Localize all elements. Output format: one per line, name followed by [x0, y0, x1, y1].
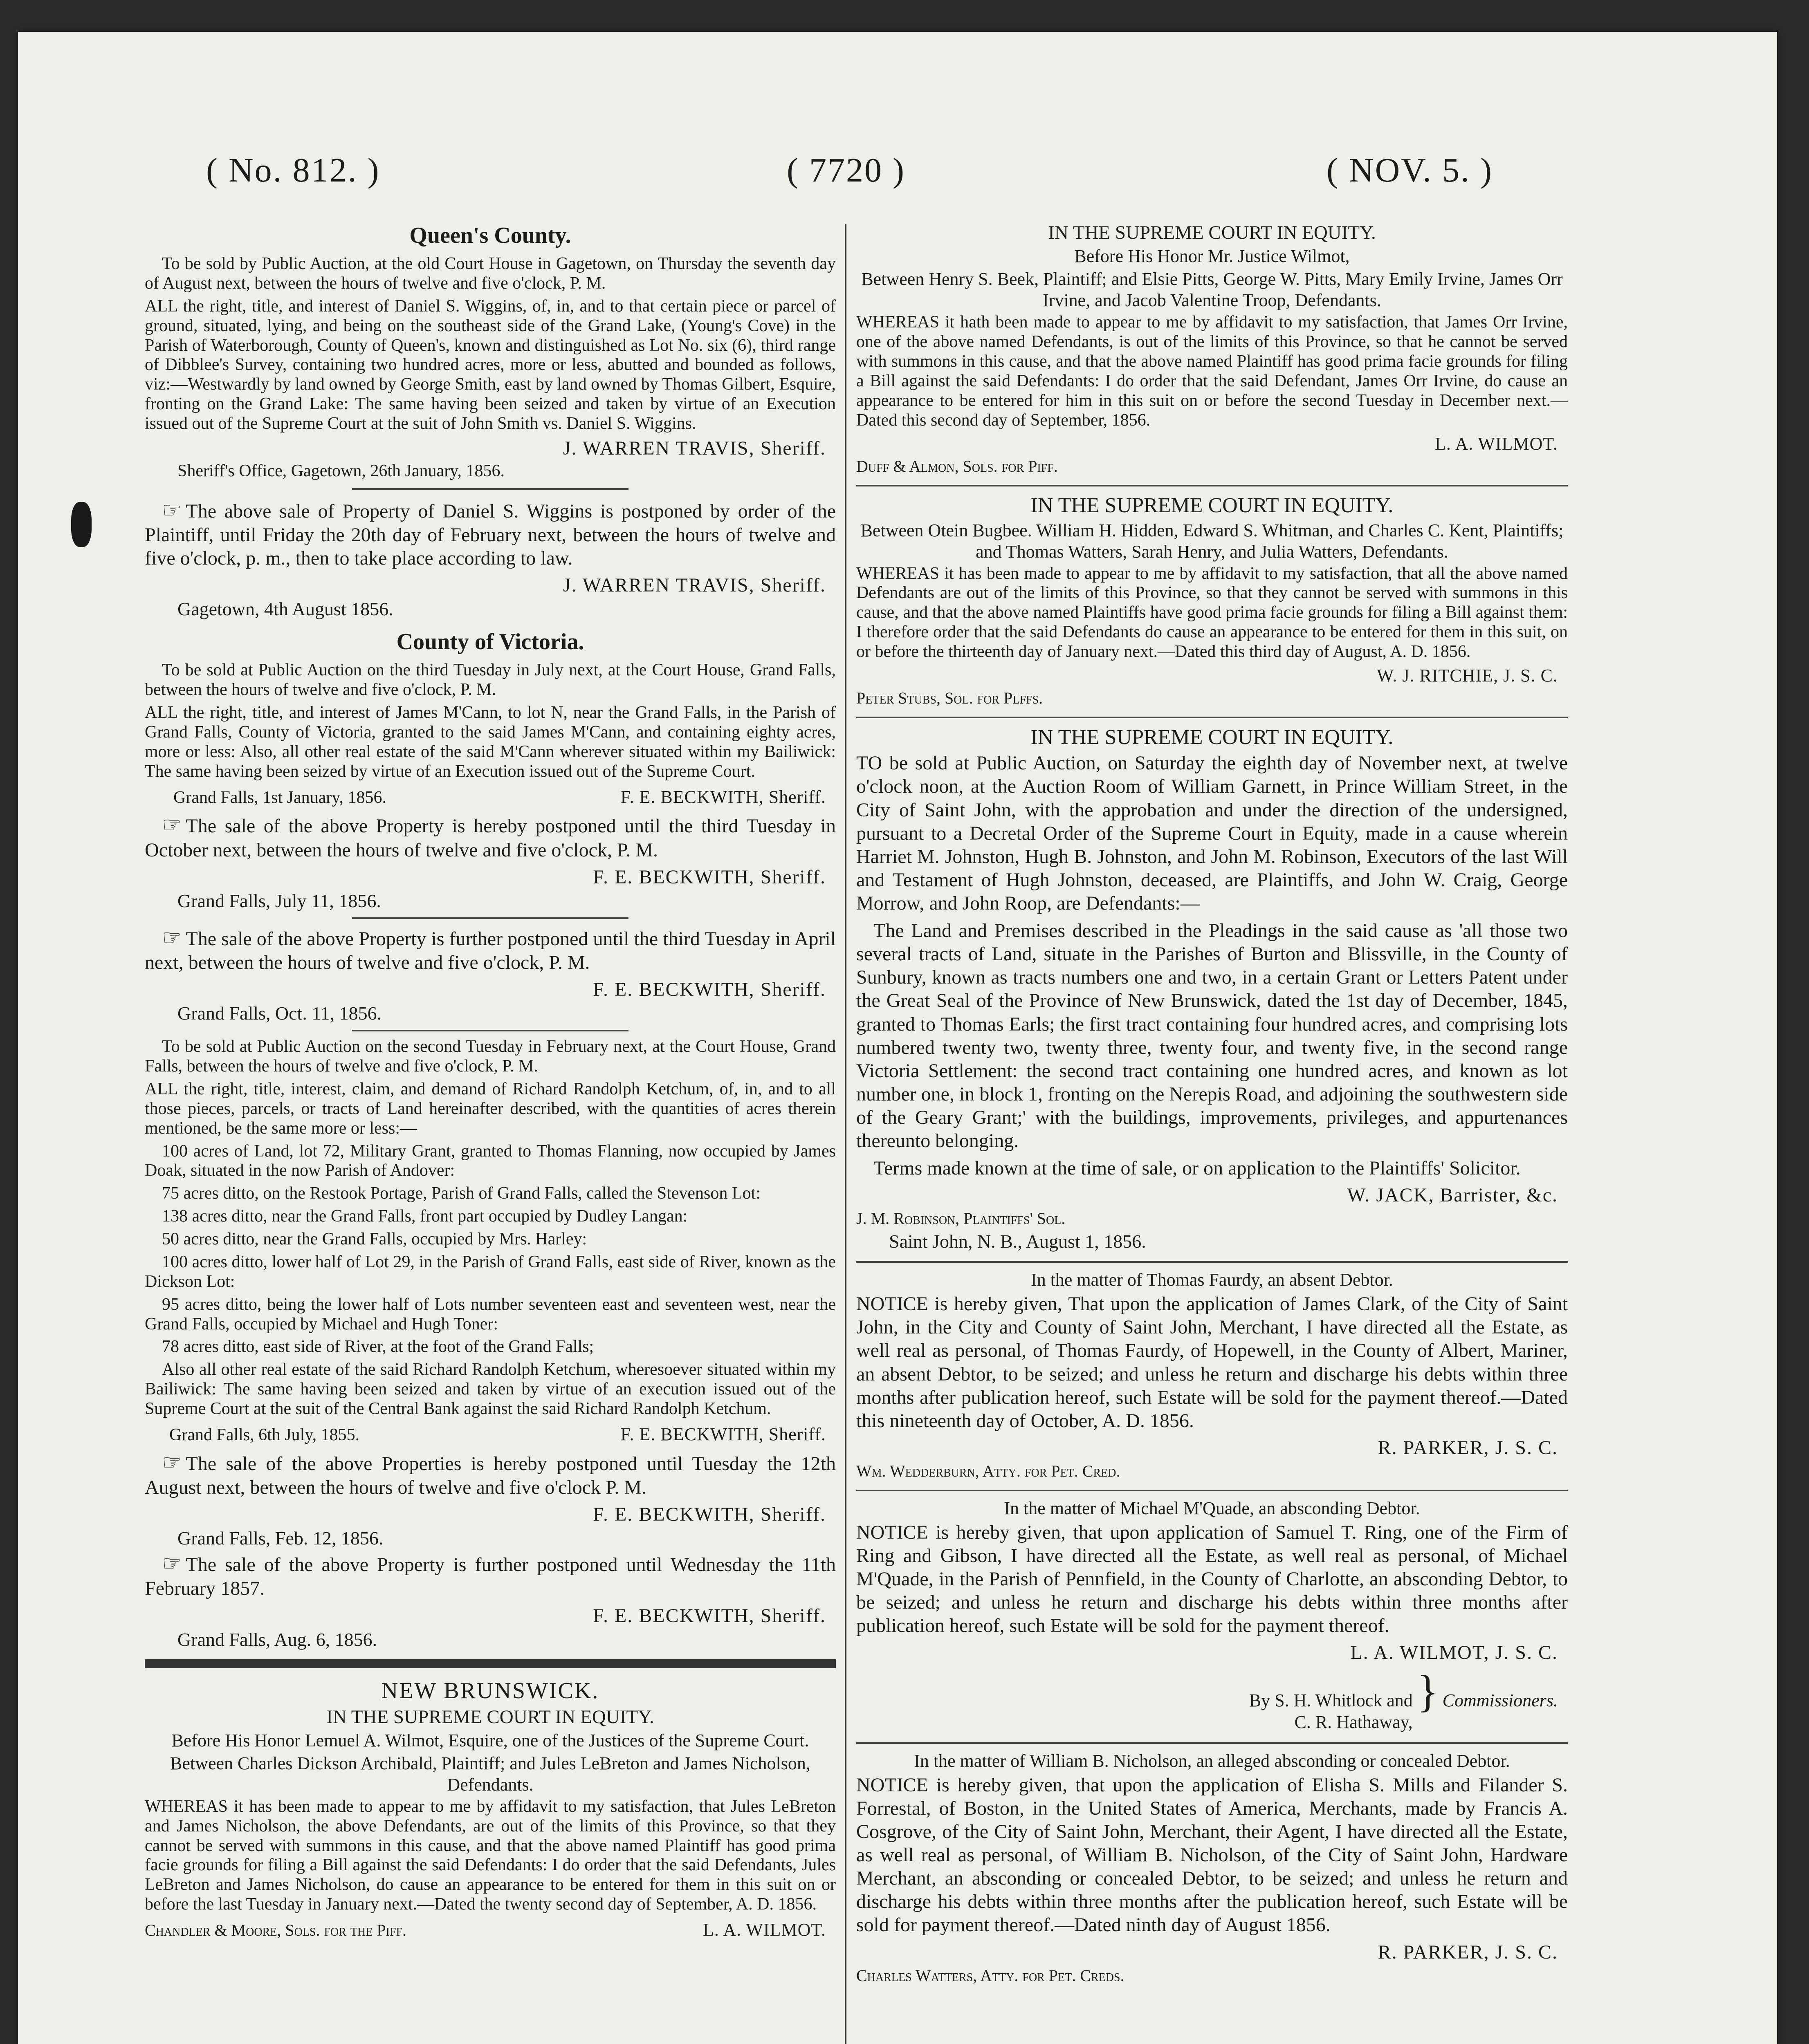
court-title: IN THE SUPREME COURT IN EQUITY. [1030, 725, 1394, 749]
victoria-county-notice [145, 629, 836, 1650]
judge-signature: L. A. WILMOT, J. S. C. [1350, 1642, 1558, 1664]
johnston-sale-notice [856, 725, 1568, 1252]
divider [856, 717, 1568, 718]
postponement-note [145, 812, 836, 861]
lot-item: 100 acres ditto, lower half of Lot 29, in the Parish of Grand Falls, east side of River, known as the Dickson Lot: [145, 1252, 836, 1291]
solicitor: J. M. Robinson, Plaintiffs' Sol. [856, 1209, 1066, 1228]
sheriff-signature: F. E. BECKWITH, Sheriff. [593, 866, 826, 888]
notice-title: In the matter of Thomas Faurdy, an absent Debtor. [1031, 1270, 1393, 1290]
notice-body: NOTICE is hereby given, That upon the application of James Clark, of the City of Saint John, in the City and County of Saint John, Merchant, I have directed all the Estate, as well real as personal, of Thomas Faurdy, of Hopewell, in the County of Albert, Mariner, an absent Debtor, to be seized; and unless he return and discharge his debts within three months after publication hereof, such Estate will be sold for the payment thereof.—Dated this nineteenth day of October, A. D. 1856. [856, 1293, 1568, 1432]
lot-item: Also all other real estate of the said Richard Randolph Ketchum, wheresoever situated within my Bailiwick: The same having been seized and taken by virtue of an execution issued out of the Supreme Court at the suit of the Central Bank against the said Richard Randolph Ketchum. [145, 1360, 836, 1419]
judge-line: Before His Honor Mr. Justice Wilmot, [1074, 246, 1350, 267]
new-brunswick-notice [145, 1677, 836, 1943]
postponement-text: The sale of the above Property is further postponed until Wednesday the 11th February 1857. [145, 1554, 836, 1600]
judge-signature: L. A. WILMOT. [703, 1920, 826, 1940]
sheriff-signature: J. WARREN TRAVIS, Sheriff. [563, 437, 826, 459]
auction-intro: To be sold by Public Auction, at the old Court House in Gagetown, on Thursday the seventh day of August next, between the hours of twelve and five o'clock, P. M. [145, 254, 836, 293]
judge-signature: W. J. RITCHIE, J. S. C. [1376, 665, 1558, 686]
dateline: Grand Falls, Feb. 12, 1856. [177, 1528, 384, 1549]
solicitors: Chandler & Moore, Sols. for the Piff. [145, 1921, 407, 1940]
divider [352, 488, 628, 490]
notice-body: ALL the right, title, and interest of Daniel S. Wiggins, of, in, and to that certain piece or parcel of ground, situated, lying, and being on the southeast side of the Grand Lake, (Young's Cove) in the Parish of Waterborough, County of Queen's, known and distinguished as Lot No. six (6), third range of Dibblee's Survey, containing two hundred acres, more or less, abutted and bounded as follows, viz:—Westwardly by land owned by George Smith, east by land owned by Thomas Gilbert, Esquire, fronting on the Grand Lake: The same having been seized and taken by virtue of an Execution issued out of the Supreme Court at the suit of John Smith vs. Daniel S. Wiggins. [145, 296, 836, 433]
mquade-debtor-notice [856, 1498, 1568, 1733]
divider [856, 485, 1568, 486]
lot-item: 75 acres ditto, on the Restook Portage, Parish of Grand Falls, called the Stevenson Lot: [162, 1184, 761, 1203]
notice-body: WHEREAS it hath been made to appear to me by affidavit to my satisfaction, that James Orr Irvine, one of the above named Defendants, is out of the limits of this Province, so that he cannot be served with summons in this cause, and that the above named Plaintiff has good prima facie grounds for filing a Bill against the said Defendants: I do order that the said Defendant, James Orr Irvine, do cause an appearance to be entered for him in this suit on or before the second Tuesday in December next.—Dated this second day of September, 1856. [856, 313, 1568, 430]
pointing-hand-icon: ☞ [162, 1450, 182, 1475]
pointing-hand-icon: ☞ [162, 925, 182, 950]
postponement-note [145, 497, 836, 570]
divider [856, 1490, 1568, 1491]
notice-body: WHEREAS it has been made to appear to me by affidavit to my satisfaction, that Jules LeBreton and James Nicholson, the above Defendants, are out of the limits of this Province, so that they cannot be served with summons in this cause, and that the above named Plaintiff has good prima facie grounds for filing a Bill against the said Defendants: I do order that the said Defendants, Jules LeBreton and James Nicholson, do cause an appearance to be entered for them in this suit on or before the last Tuesday in January next.—Dated the twenty second day of September, A. D. 1856. [145, 1797, 836, 1914]
brace-glyph: } [1416, 1666, 1439, 1717]
notice-body: ALL the right, title, interest, claim, and demand of Richard Randolph Ketchum, of, in, and to all those pieces, parcels, or tracts of Land hereinafter described, with the quantities of acres therein mentioned, be the same more or less:— [145, 1079, 836, 1138]
parties: Between Otein Bugbee. William H. Hidden, Edward S. Whitman, and Charles C. Kent, Plaintiffs; and Thomas Watters, Sarah Henry, and Julia Watters, Defendants. [860, 520, 1564, 562]
lot-item: 78 acres ditto, east side of River, at the foot of the Grand Falls; [162, 1337, 594, 1356]
lot-item: 100 acres of Land, lot 72, Military Grant, granted to Thomas Flanning, now occupied by James Doak, situated in the now Parish of Andover: [145, 1141, 836, 1180]
postponement-text: The sale of the above Property is hereby postponed until the third Tuesday in October next, between the hours of twelve and five o'clock, P. M. [145, 815, 836, 861]
dateline: Saint John, N. B., August 1, 1856. [889, 1231, 1146, 1252]
terms: Terms made known at the time of sale, or on application to the Plaintiffs' Solicitor. [873, 1157, 1521, 1179]
sheriff-signature: F. E. BECKWITH, Sheriff. [620, 1424, 826, 1444]
pointing-hand-icon: ☞ [162, 813, 182, 838]
judge-signature: R. PARKER, J. S. C. [1378, 1437, 1558, 1459]
bugbee-equity-notice [856, 493, 1568, 708]
postponement-note [145, 925, 836, 974]
sheriff-signature: F. E. BECKWITH, Sheriff. [593, 1605, 826, 1627]
nicholson-debtor-notice [856, 1750, 1568, 1985]
double-rule [145, 1659, 836, 1668]
divider [856, 1261, 1568, 1263]
dateline: Grand Falls, 1st January, 1856. [173, 788, 387, 807]
divider [856, 1742, 1568, 1744]
auction-intro: To be sold at Public Auction on the third Tuesday in July next, at the Court House, Grand Falls, between the hours of twelve and five o'clock, P. M. [145, 661, 836, 699]
commissioner-line: By S. H. Whitlock and [1249, 1690, 1413, 1711]
dateline: Grand Falls, Aug. 6, 1856. [177, 1629, 377, 1650]
section-title: NEW BRUNSWICK. [381, 1678, 599, 1703]
date-signature-row [145, 785, 836, 811]
newspaper-page [18, 32, 1777, 2044]
judge-line: Before His Honor Lemuel A. Wilmot, Esquire, one of the Justices of the Supreme Court. [171, 1730, 809, 1751]
divider [352, 1030, 628, 1031]
commissioners-block [856, 1665, 1558, 1733]
signature-row [145, 1918, 836, 1942]
section-title: Queen's County. [409, 223, 571, 248]
date-signature-row [145, 1422, 836, 1448]
lot-item: 138 acres ditto, near the Grand Falls, front part occupied by Dudley Langan: [162, 1207, 688, 1226]
ink-blot [71, 502, 92, 547]
divider [352, 917, 628, 919]
notice-body: NOTICE is hereby given, that upon the application of Elisha S. Mills and Filander S. Forrestal, of Boston, in the United States of America, Merchants, made by Francis A. Cosgrove, of the City of Saint John, Merchant, their Agent, I have directed all the Estate, as well real as personal, of William B. Nicholson, of the City of Saint John, Hardware Merchant, an absconding or concealed Debtor, to be seized; and unless he return and discharge his debts within three months after the publication hereof, such Estate will be sold for payment thereof.—Dated ninth day of August 1856. [856, 1774, 1568, 1936]
barrister-signature: W. JACK, Barrister, &c. [1347, 1184, 1558, 1206]
commissioners-label: Commissioners. [1442, 1690, 1558, 1711]
postponement-note [145, 1450, 836, 1499]
auction-intro: To be sold at Public Auction on the second Tuesday in February next, at the Court House, Grand Falls, between the hours of twelve and five o'clock, P. M. [145, 1037, 836, 1076]
office-dateline: Sheriff's Office, Gagetown, 26th January, 1856. [177, 461, 505, 480]
court-title: IN THE SUPREME COURT IN EQUITY. [1048, 222, 1376, 243]
lot-item: 50 acres ditto, near the Grand Falls, occupied by Mrs. Harley: [162, 1230, 587, 1249]
postponement-text: The sale of the above Properties is hereby postponed until Tuesday the 12th August next, between the hours of twelve and five o'clock P. M. [145, 1452, 836, 1499]
column-divider [845, 224, 846, 2044]
pointing-hand-icon: ☞ [162, 498, 182, 522]
postponement-text: The above sale of Property of Daniel S. Wiggins is postponed by order of the Plaintiff, until Friday the 20th day of February next, between the hours of twelve and five o'clock, p. m., then to take place according to law. [145, 500, 836, 569]
judge-signature: R. PARKER, J. S. C. [1378, 1941, 1558, 1963]
notice-body: WHEREAS it has been made to appear to me by affidavit to my satisfaction, that all the above named Defendants are out of the limits of this Province, so that they cannot be served with summons in this cause, and that the above named Plaintiffs have good prima facie grounds for filing a Bill against them: I therefore order that the said Defendants do cause an appearance to be entered for them in this suit, on or before the thirteenth day of January next.—Dated this third day of August, A. D. 1856. [856, 564, 1568, 661]
postponement-note [145, 1551, 836, 1600]
page-number: ( 7720 ) [787, 151, 905, 189]
sheriff-signature: F. E. BECKWITH, Sheriff. [593, 1504, 826, 1526]
section-title: County of Victoria. [396, 629, 584, 655]
dateline: Grand Falls, 6th July, 1855. [169, 1425, 360, 1444]
dateline: Grand Falls, July 11, 1856. [177, 890, 381, 911]
sheriff-signature: F. E. BECKWITH, Sheriff. [620, 787, 826, 807]
issue-date: ( NOV. 5. ) [1326, 151, 1493, 189]
issue-number: ( No. 812. ) [206, 151, 380, 189]
lot-item: 95 acres ditto, being the lower half of Lots number seventeen east and seventeen west, near the Grand Falls, occupied by Michael and Hugh Toner: [145, 1295, 836, 1334]
notice-title: In the matter of Michael M'Quade, an absconding Debtor. [1004, 1498, 1420, 1518]
postponement-text: The sale of the above Property is further postponed until the third Tuesday in April next, between the hours of twelve and five o'clock, P. M. [145, 928, 836, 974]
left-column [145, 220, 836, 2044]
dateline: Gagetown, 4th August 1856. [177, 598, 393, 620]
solicitors: Peter Stubs, Sol. for Plffs. [856, 688, 1043, 707]
sheriff-signature: J. WARREN TRAVIS, Sheriff. [563, 574, 826, 596]
notice-title: In the matter of William B. Nicholson, an alleged absconding or concealed Debtor. [914, 1750, 1510, 1771]
pointing-hand-icon: ☞ [162, 1551, 182, 1576]
court-title: IN THE SUPREME COURT IN EQUITY. [1030, 494, 1394, 518]
dateline: Grand Falls, Oct. 11, 1856. [177, 1003, 382, 1024]
commissioner-line: C. R. Hathaway, [1294, 1712, 1413, 1732]
notice-body: TO be sold at Public Auction, on Saturday the eighth day of November next, at twelve o'clock noon, at the Auction Room of William Garnett, in Prince William Street, in the City of Saint John, with the approbation and under the direction of the undersigned, pursuant to a Decretal Order of the Supreme Court in Equity, made in a cause wherein Harriet M. Johnston, Hugh B. Johnston, and John M. Robinson, Executors of the last Will and Testament of Hugh Johnston, deceased, are Plaintiffs, and John W. Craig, George Morrow, and John Roop, are Defendants:— [856, 752, 1568, 914]
attorney: Wm. Wedderburn, Atty. for Pet. Cred. [856, 1461, 1120, 1480]
beek-equity-notice [856, 222, 1568, 476]
land-description: The Land and Premises described in the Pleadings in the said cause as 'all those two several tracts of Land, situate in the Parishes of Burton and Blissville, in the County of Sunbury, known as tracts numbers one and two, in a certain Grant or Letters Patent under the Great Seal of the Province of New Brunswick, dated the 1st day of December, 1845, granted to Thomas Earls; the first tract containing four hundred acres, and comprising lots numbered twenty two, twenty three, twenty four, and twenty five, in the second range Victoria Settlement: the second tract containing one hundred acres, and known as lot number one, in block 1, fronting on the Nerepis Road, and adjoining the southwestern side of the Geary Grant;' with the buildings, improvements, privileges, and appurtenances thereunto belonging. [856, 920, 1568, 1152]
faurdy-debtor-notice [856, 1269, 1568, 1481]
sheriff-signature: F. E. BECKWITH, Sheriff. [593, 979, 826, 1001]
right-column [856, 220, 1568, 2044]
parties: Between Henry S. Beek, Plaintiff; and Elsie Pitts, George W. Pitts, Mary Emily Irvine, James Orr Irvine, and Jacob Valentine Troop, Defendants. [861, 269, 1563, 311]
commissioner-names [1249, 1690, 1413, 1733]
judge-signature: L. A. WILMOT. [1435, 434, 1558, 454]
queens-county-notice [145, 222, 836, 620]
solicitors: Duff & Almon, Sols. for Piff. [856, 457, 1058, 476]
parties: Between Charles Dickson Archibald, Plaintiff; and Jules LeBreton and James Nicholson, Defendants. [170, 1753, 810, 1795]
notice-body: NOTICE is hereby given, that upon application of Samuel T. Ring, one of the Firm of Ring and Gibson, I have directed all the Estate, as well real as personal, of Michael M'Quade, in the Parish of Pennfield, in the County of Charlotte, an absconding Debtor, to be seized; and unless he return and discharge his debts within three months after publication hereof, such Estate will be sold for the payment thereof. [856, 1521, 1568, 1637]
notice-body: ALL the right, title, and interest of James M'Cann, to lot N, near the Grand Falls, in the Parish of Grand Falls, County of Victoria, granted to the said James M'Cann, and containing eighty acres, more or less: Also, all other real estate of the said M'Cann wherever situated within my Bailiwick: The same having been seized by virtue of an Execution issued out of the Supreme Court. [145, 703, 836, 781]
court-title: IN THE SUPREME COURT IN EQUITY. [326, 1706, 654, 1728]
attorney: Charles Watters, Atty. for Pet. Creds. [856, 1966, 1124, 1985]
